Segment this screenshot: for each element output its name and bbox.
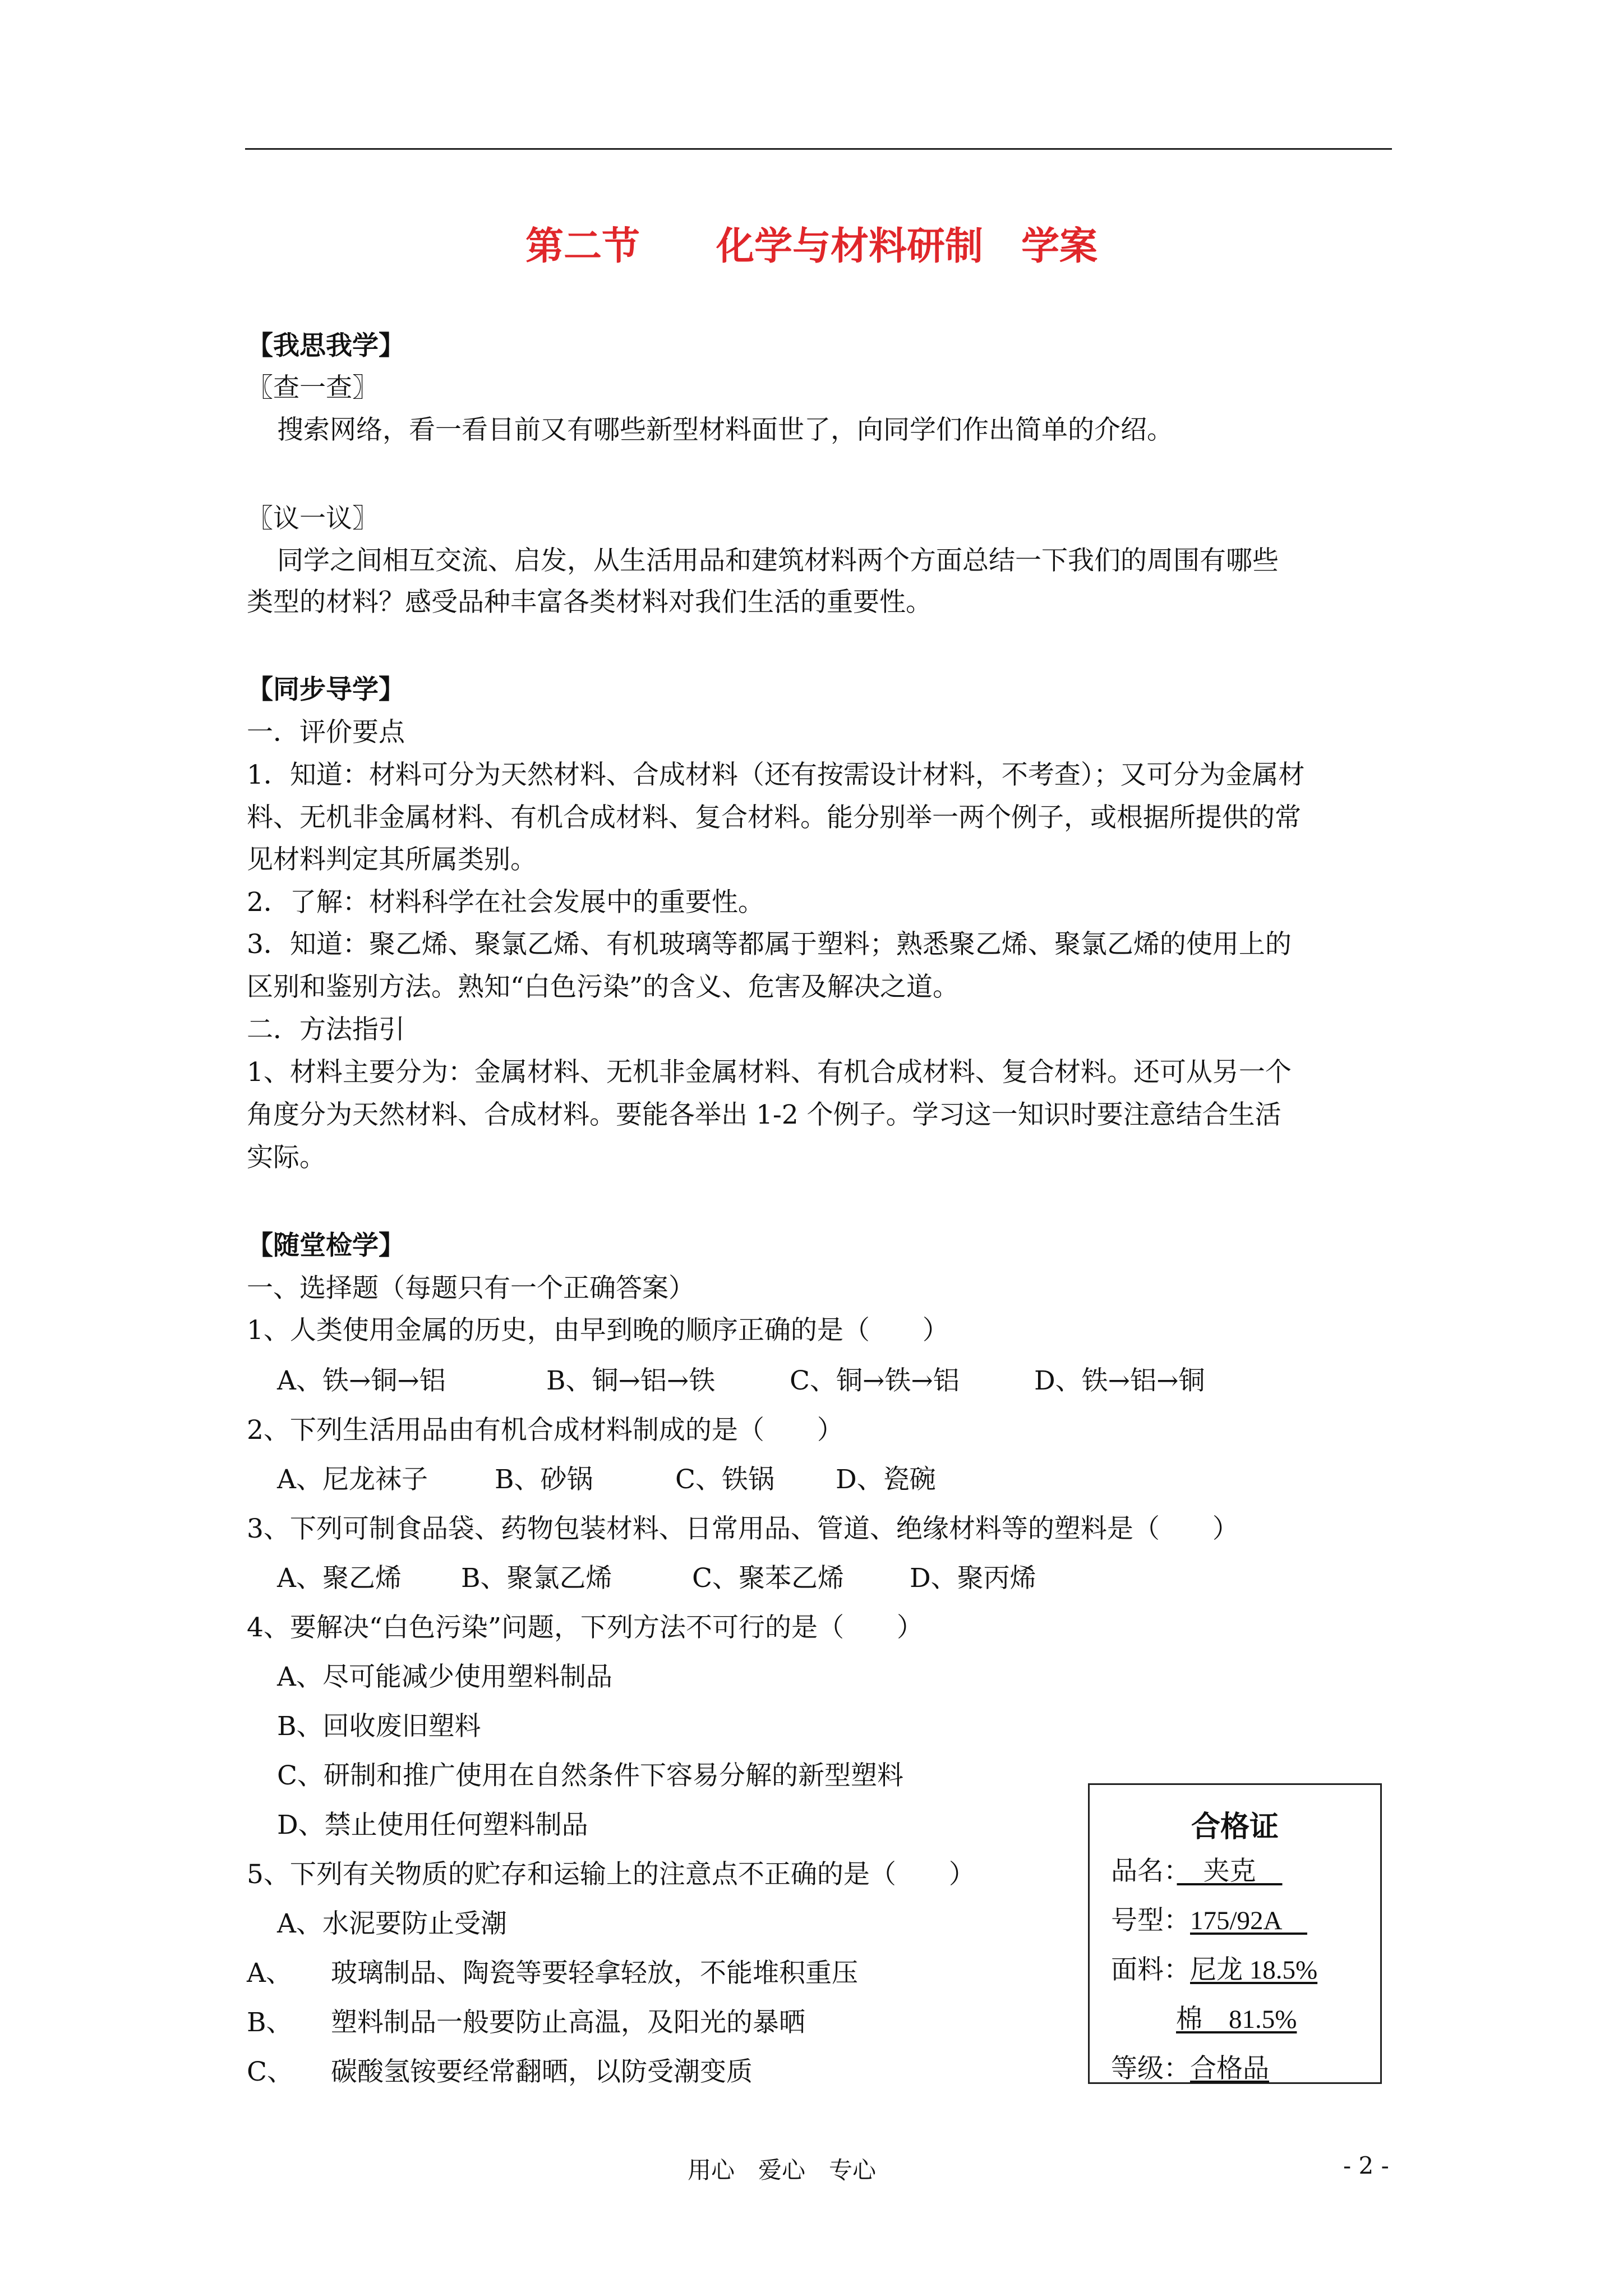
guide-part1-title: 一．评价要点 xyxy=(247,717,405,748)
q4-option-a: A、尽可能减少使用塑料制品 xyxy=(277,1662,612,1692)
certificate-fabric-value-1: 尼龙 18.5% xyxy=(1190,1955,1318,1985)
certificate-fabric-row-2 xyxy=(1176,1998,1297,2036)
certificate-title: 合格证 xyxy=(1191,1811,1279,1843)
check-label: 〖查一查〗 xyxy=(247,372,379,403)
q5-option-c-marker: C、 xyxy=(247,2056,293,2087)
quiz-intro: 一、选择题（每题只有一个正确答案） xyxy=(247,1273,695,1304)
certificate-model-value: 175/92A xyxy=(1190,1906,1307,1935)
q1-option-d: D、铁→铝→铜 xyxy=(1034,1365,1205,1396)
check-text: 搜索网络，看一看目前又有哪些新型材料面世了，向同学们作出简单的介绍。 xyxy=(277,415,1173,445)
guide-item1-line3: 见材料判定其所属类别。 xyxy=(247,844,537,875)
q3-option-c: C、聚苯乙烯 xyxy=(692,1563,844,1594)
q5-option-a2-text: 玻璃制品、陶瓷等要轻拿轻放，不能堆积重压 xyxy=(331,1958,858,1989)
discuss-label: 〖议一议〗 xyxy=(247,503,379,534)
certificate-fabric-value-2: 棉 81.5% xyxy=(1176,2005,1297,2034)
certificate-grade-row xyxy=(1111,2047,1269,2085)
q4-option-b: B、回收废旧塑料 xyxy=(277,1711,481,1742)
q5-option-a: A、水泥要防止受潮 xyxy=(277,1908,507,1939)
q3-option-b: B、聚氯乙烯 xyxy=(461,1563,612,1594)
question-5: 5、下列有关物质的贮存和运输上的注意点不正确的是（ ） xyxy=(247,1859,975,1890)
header-rule xyxy=(245,148,1392,150)
section-heading-think: 【我思我学】 xyxy=(247,330,405,361)
certificate-model-row xyxy=(1111,1899,1307,1937)
question-3: 3、下列可制食品袋、药物包装材料、日常用品、管道、绝缘材料等的塑料是（ ） xyxy=(247,1513,1239,1544)
question-2: 2、下列生活用品由有机合成材料制成的是（ ） xyxy=(247,1415,843,1446)
q1-option-c: C、铜→铁→铝 xyxy=(790,1365,960,1396)
method-line1: 1、材料主要分为：金属材料、无机非金属材料、有机合成材料、复合材料。还可从另一个 xyxy=(247,1057,1292,1088)
certificate-fabric-row xyxy=(1111,1949,1317,1986)
certificate-name-row xyxy=(1111,1850,1283,1888)
q2-option-b: B、砂锅 xyxy=(495,1464,593,1495)
q5-option-b-text: 塑料制品一般要防止高温，及阳光的暴晒 xyxy=(331,2007,805,2038)
certificate-grade-value: 合格品 xyxy=(1190,2054,1269,2083)
guide-item2: 2．了解：材料科学在社会发展中的重要性。 xyxy=(247,887,764,918)
q2-option-a: A、尼龙袜子 xyxy=(277,1464,428,1495)
method-line3: 实际。 xyxy=(247,1142,326,1173)
guide-part2-title: 二．方法指引 xyxy=(247,1014,405,1045)
guide-item1-line2: 料、无机非金属材料、有机合成材料、复合材料。能分别举一两个例子，或根据所提供的常 xyxy=(247,802,1301,833)
guide-item3-line2: 区别和鉴别方法。熟知“白色污染”的含义、危害及解决之道。 xyxy=(247,972,960,1002)
footer-motto: 用心 爱心 专心 xyxy=(688,2156,877,2184)
q4-option-c: C、研制和推广使用在自然条件下容易分解的新型塑料 xyxy=(277,1760,903,1791)
question-1: 1、人类使用金属的历史，由早到晚的顺序正确的是（ ） xyxy=(247,1315,949,1346)
q5-option-b-marker: B、 xyxy=(247,2007,293,2038)
q1-option-b: B、铜→铝→铁 xyxy=(546,1365,716,1396)
discuss-text-2: 类型的材料？感受品种丰富各类材料对我们生活的重要性。 xyxy=(247,587,932,618)
q4-option-d: D、禁止使用任何塑料制品 xyxy=(277,1810,588,1841)
certificate-label-box xyxy=(1088,1783,1382,2084)
certificate-fabric-label: 面料： xyxy=(1111,1955,1190,1985)
certificate-grade-label: 等级： xyxy=(1111,2054,1190,2083)
q3-option-a: A、聚乙烯 xyxy=(277,1563,402,1594)
method-line2: 角度分为天然材料、合成材料。要能各举出 1-2 个例子。学习这一知识时要注意结合生活 xyxy=(247,1099,1281,1130)
guide-item1-line1: 1．知道：材料可分为天然材料、合成材料（还有按需设计材料，不考查）；又可分为金属材 xyxy=(247,760,1305,790)
certificate-model-label: 号型： xyxy=(1111,1906,1190,1935)
discuss-text-1: 同学之间相互交流、启发，从生活用品和建筑材料两个方面总结一下我们的周围有哪些 xyxy=(277,545,1279,576)
guide-item3-line1: 3．知道：聚乙烯、聚氯乙烯、有机玻璃等都属于塑料；熟悉聚乙烯、聚氯乙烯的使用上的 xyxy=(247,929,1292,960)
section-heading-quiz: 【随堂检学】 xyxy=(247,1230,405,1261)
page-title: 第二节 化学与材料研制 学案 xyxy=(525,224,1098,269)
q1-option-a: A、铁→铜→铝 xyxy=(277,1365,446,1396)
section-heading-guide: 【同步导学】 xyxy=(247,674,405,705)
q2-option-d: D、瓷碗 xyxy=(836,1464,936,1495)
q2-option-c: C、铁锅 xyxy=(675,1464,774,1495)
page-number: - 2 - xyxy=(1343,2152,1389,2179)
q3-option-d: D、聚丙烯 xyxy=(910,1563,1036,1594)
certificate-name-value: 夹克 xyxy=(1177,1857,1283,1886)
q5-option-a2-marker: A、 xyxy=(247,1958,292,1989)
certificate-name-label: 品名： xyxy=(1111,1857,1177,1886)
q5-option-c-text: 碳酸氢铵要经常翻晒，以防受潮变质 xyxy=(331,2056,753,2087)
question-4: 4、要解决“白色污染”问题，下列方法不可行的是（ ） xyxy=(247,1612,923,1643)
